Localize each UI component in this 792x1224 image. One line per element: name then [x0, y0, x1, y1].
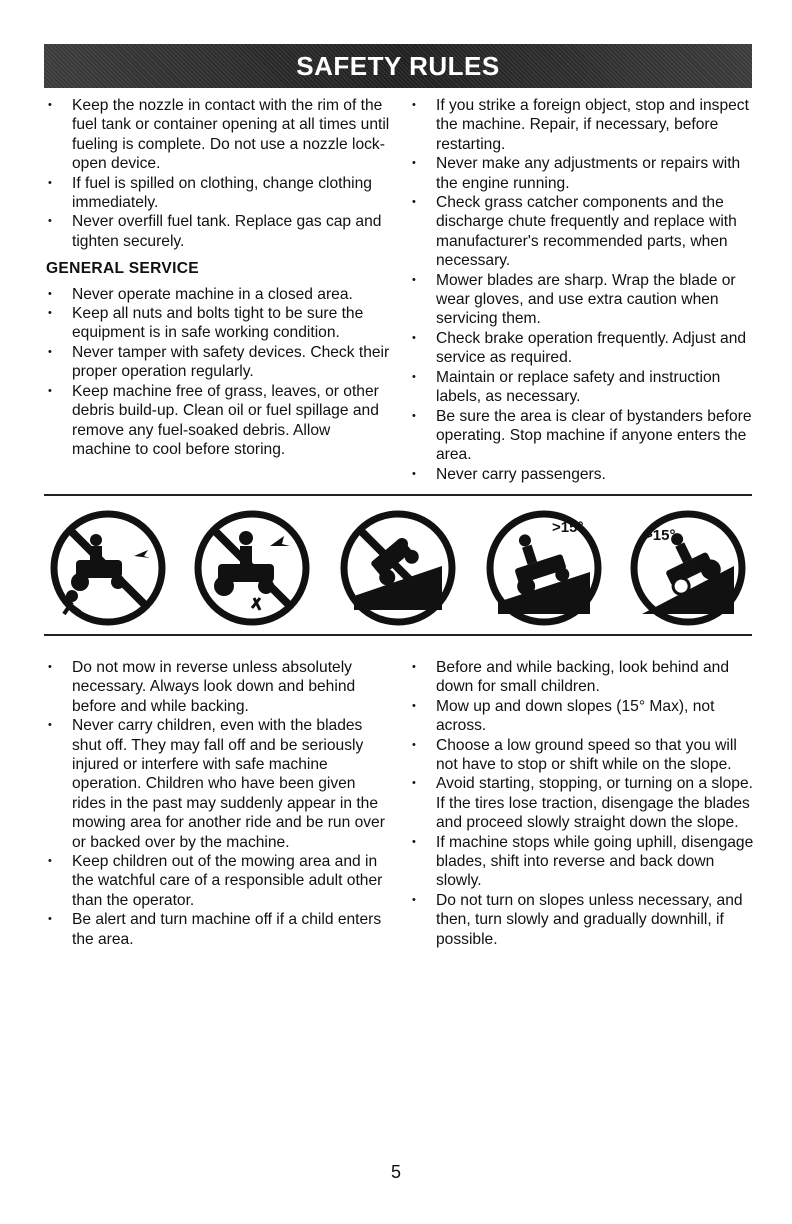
safety-rules-banner: [44, 44, 752, 88]
list-item: • Never carry children, even with the blades shut off. They may fall off and be seriously injured or interfere with safe machine operation. Children who have been given rides in the past may suddenly appear in the mowing area for another ride and be run over or backed over by the machine.: [44, 716, 390, 852]
no-reverse-mowing-with-child-icon: [50, 510, 166, 626]
list-item: • Do not turn on slopes unless necessary, and then, turn slowly and gradually downhill, if possible.: [408, 891, 754, 949]
list-item: • Never tamper with safety devices. Check their proper operation regularly.: [44, 343, 390, 382]
list-item: • Avoid starting, stopping, or turning on a slope. If the tires lose traction, disengage the blades and proceed slowly straight down the slope.: [408, 774, 754, 832]
no-tipping-on-slope-icon: [340, 510, 456, 626]
list-item: • If fuel is spilled on clothing, change clothing immediately.: [44, 174, 390, 213]
list-item: • If you strike a foreign object, stop and inspect the machine. Repair, if necessary, before restarting.: [408, 96, 754, 154]
safety-pictograms: [44, 502, 752, 630]
slope-angle-up-icon: [486, 510, 602, 626]
list-item: • Be alert and turn machine off if a child enters the area.: [44, 910, 390, 949]
child-safety-list: [44, 658, 390, 949]
list-item: • Never operate machine in a closed area.: [44, 285, 390, 304]
bottom-left-column: [44, 658, 390, 949]
list-item: • Mower blades are sharp. Wrap the blade or wear gloves, and use extra caution when servicing them.: [408, 271, 754, 329]
slope-safety-list: [408, 658, 754, 949]
page-number: 5: [390, 1162, 401, 1182]
list-item: • Keep all nuts and bolts tight to be sure the equipment is in safe working condition.: [44, 304, 390, 343]
list-item: • Never overfill fuel tank. Replace gas cap and tighten securely.: [44, 212, 390, 251]
list-item: • Maintain or replace safety and instruction labels, as necessary.: [408, 368, 754, 407]
section-heading-general-service: GENERAL SERVICE: [46, 260, 199, 278]
list-item: • Keep children out of the mowing area and in the watchful care of a responsible adult other than the operator.: [44, 852, 390, 910]
bottom-right-column: [408, 658, 754, 949]
list-item: • If machine stops while going uphill, disengage blades, shift into reverse and back down slowly.: [408, 833, 754, 891]
divider-bottom: [44, 634, 752, 636]
divider-top: [44, 494, 752, 496]
list-item: • Choose a low ground speed so that you will not have to stop or shift while on the slope.: [408, 736, 754, 775]
list-item: • Never carry passengers.: [408, 465, 754, 484]
list-item: • Before and while backing, look behind and down for small children.: [408, 658, 754, 697]
list-item: • Mow up and down slopes (15° Max), not across.: [408, 697, 754, 736]
angle-label-up: >15°: [552, 519, 584, 536]
top-left-column: [44, 96, 390, 459]
general-service-list: [44, 285, 390, 460]
list-item: • Keep machine free of grass, leaves, or other debris build-up. Clean oil or fuel spillage and remove any fuel-soaked debris. Allow machine to cool before storing.: [44, 382, 390, 460]
no-passengers-icon: [194, 510, 310, 626]
fuel-rules-list: [44, 96, 390, 251]
list-item: • Keep the nozzle in contact with the rim of the fuel tank or container opening at all times until fueling is complete. Do not use a nozzle lock-open device.: [44, 96, 390, 174]
top-right-column: [408, 96, 754, 484]
list-item: • Do not mow in reverse unless absolutely necessary. Always look down and behind before and while backing.: [44, 658, 390, 716]
angle-label-side: >15°: [644, 527, 676, 544]
list-item: • Never make any adjustments or repairs with the engine running.: [408, 154, 754, 193]
list-item: • Check grass catcher components and the discharge chute frequently and replace with manufacturer's recommended parts, when necessary.: [408, 193, 754, 271]
list-item: • Be sure the area is clear of bystanders before operating. Stop machine if anyone enters the area.: [408, 407, 754, 465]
list-item: • Check brake operation frequently. Adjust and service as required.: [408, 329, 754, 368]
banner-title: SAFETY RULES: [296, 50, 500, 81]
slope-angle-side-icon: [630, 510, 746, 626]
service-rules-list: [408, 96, 754, 484]
